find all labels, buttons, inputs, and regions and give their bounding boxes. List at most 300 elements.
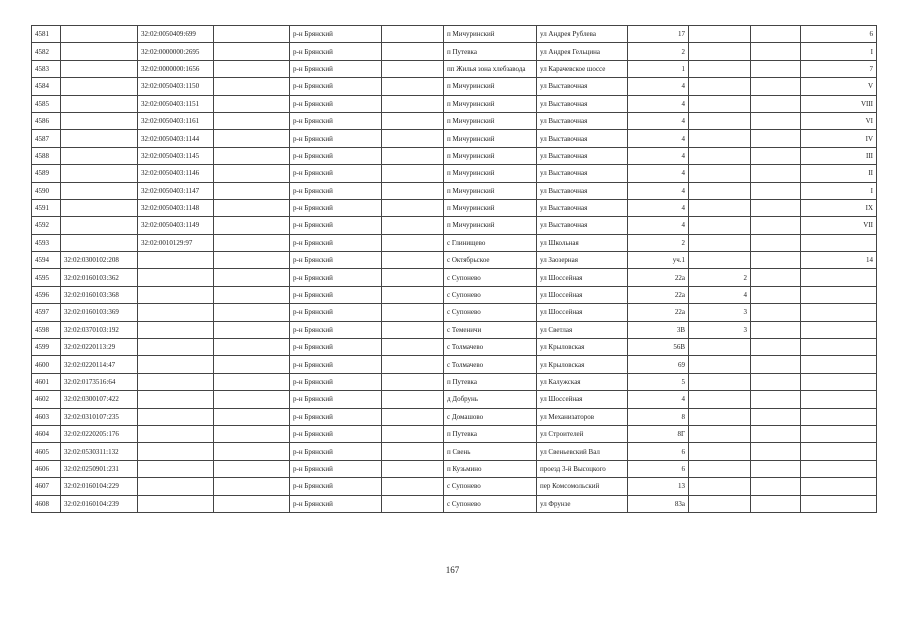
cell-column-4 xyxy=(214,478,290,495)
cell-row-number: 4583 xyxy=(32,60,61,77)
cell-room-number xyxy=(801,391,877,408)
cell-cadastral-number-2: 32:02:0050403:1145 xyxy=(138,147,214,164)
cell-row-number: 4608 xyxy=(32,495,61,512)
cell-house-number: 4 xyxy=(628,95,689,112)
cell-column-6 xyxy=(382,460,444,477)
cell-unit-number xyxy=(689,339,751,356)
cell-column-6 xyxy=(382,443,444,460)
cell-column-6 xyxy=(382,147,444,164)
table-row xyxy=(32,356,877,373)
cell-street: ул Выставочная xyxy=(537,182,628,199)
cell-column-11 xyxy=(751,478,801,495)
cell-room-number xyxy=(801,408,877,425)
cell-house-number: 4 xyxy=(628,182,689,199)
cell-column-11 xyxy=(751,269,801,286)
cell-column-4 xyxy=(214,165,290,182)
cell-unit-number xyxy=(689,112,751,129)
table-row xyxy=(32,373,877,390)
cell-street: ул Выставочная xyxy=(537,199,628,216)
cell-street: ул Выставочная xyxy=(537,130,628,147)
cell-cadastral-number-1: 32:02:0310107:235 xyxy=(61,408,138,425)
cell-unit-number xyxy=(689,478,751,495)
cell-column-11 xyxy=(751,199,801,216)
cell-cadastral-number-2: 32:02:0050409:699 xyxy=(138,26,214,43)
cell-district: р-н Брянский xyxy=(290,443,382,460)
cell-row-number: 4589 xyxy=(32,165,61,182)
cell-cadastral-number-2: 32:02:0050403:1148 xyxy=(138,199,214,216)
cell-cadastral-number-1: 32:02:0173516:64 xyxy=(61,373,138,390)
cell-row-number: 4603 xyxy=(32,408,61,425)
cell-locality: с Супонево xyxy=(444,269,537,286)
cell-cadastral-number-2: 32:02:0050403:1144 xyxy=(138,130,214,147)
cell-column-11 xyxy=(751,165,801,182)
cell-unit-number xyxy=(689,60,751,77)
cell-cadastral-number-2 xyxy=(138,304,214,321)
cell-house-number: уч.1 xyxy=(628,252,689,269)
cell-house-number: 1 xyxy=(628,60,689,77)
cell-unit-number xyxy=(689,78,751,95)
cell-cadastral-number-2 xyxy=(138,373,214,390)
cell-row-number: 4581 xyxy=(32,26,61,43)
cell-locality: с Теменичи xyxy=(444,321,537,338)
cell-column-6 xyxy=(382,43,444,60)
cell-cadastral-number-1 xyxy=(61,217,138,234)
cell-column-6 xyxy=(382,78,444,95)
cell-district: р-н Брянский xyxy=(290,304,382,321)
cell-locality: с Супонево xyxy=(444,478,537,495)
cell-unit-number: 4 xyxy=(689,286,751,303)
cell-column-6 xyxy=(382,165,444,182)
cell-locality: п Мичуринский xyxy=(444,199,537,216)
cell-column-11 xyxy=(751,286,801,303)
cell-row-number: 4599 xyxy=(32,339,61,356)
cell-column-4 xyxy=(214,78,290,95)
cell-row-number: 4594 xyxy=(32,252,61,269)
cell-district: р-н Брянский xyxy=(290,130,382,147)
cell-cadastral-number-1: 32:02:0160103:369 xyxy=(61,304,138,321)
cell-locality: с Октябрьское xyxy=(444,252,537,269)
cell-district: р-н Брянский xyxy=(290,95,382,112)
cell-cadastral-number-1: 32:02:0300102:208 xyxy=(61,252,138,269)
cell-column-6 xyxy=(382,286,444,303)
cell-room-number xyxy=(801,234,877,251)
cell-unit-number xyxy=(689,234,751,251)
cell-street: ул Шоссейная xyxy=(537,391,628,408)
cell-row-number: 4595 xyxy=(32,269,61,286)
cell-column-6 xyxy=(382,182,444,199)
cell-row-number: 4592 xyxy=(32,217,61,234)
cell-street: ул Выставочная xyxy=(537,165,628,182)
cell-column-4 xyxy=(214,286,290,303)
cell-column-11 xyxy=(751,234,801,251)
cell-house-number: 6 xyxy=(628,460,689,477)
cell-column-11 xyxy=(751,339,801,356)
cell-row-number: 4591 xyxy=(32,199,61,216)
cell-row-number: 4604 xyxy=(32,425,61,442)
cell-room-number xyxy=(801,443,877,460)
cell-cadastral-number-2 xyxy=(138,269,214,286)
cell-row-number: 4588 xyxy=(32,147,61,164)
cell-street: ул Крыловская xyxy=(537,356,628,373)
cell-column-11 xyxy=(751,112,801,129)
cell-district: р-н Брянский xyxy=(290,356,382,373)
table-row xyxy=(32,252,877,269)
cell-street: пер Комсомольский xyxy=(537,478,628,495)
cell-column-11 xyxy=(751,95,801,112)
cell-street: ул Шоссейная xyxy=(537,304,628,321)
cell-room-number: IX xyxy=(801,199,877,216)
cell-district: р-н Брянский xyxy=(290,165,382,182)
cell-column-4 xyxy=(214,234,290,251)
cell-locality: п Мичуринский xyxy=(444,112,537,129)
cell-unit-number xyxy=(689,373,751,390)
cell-cadastral-number-2: 32:02:0050403:1151 xyxy=(138,95,214,112)
cell-cadastral-number-2: 32:02:0050403:1149 xyxy=(138,217,214,234)
cell-locality: п Мичуринский xyxy=(444,147,537,164)
cell-district: р-н Брянский xyxy=(290,78,382,95)
cell-district: р-н Брянский xyxy=(290,234,382,251)
cell-street: ул Заозерная xyxy=(537,252,628,269)
table-row xyxy=(32,234,877,251)
cell-column-6 xyxy=(382,269,444,286)
table-row xyxy=(32,60,877,77)
cell-column-4 xyxy=(214,252,290,269)
table-row xyxy=(32,217,877,234)
cell-locality: п Путевка xyxy=(444,425,537,442)
cell-street: ул Выставочная xyxy=(537,78,628,95)
cell-column-4 xyxy=(214,43,290,60)
cell-locality: с Супонево xyxy=(444,495,537,512)
cell-row-number: 4582 xyxy=(32,43,61,60)
cell-unit-number xyxy=(689,199,751,216)
cell-column-11 xyxy=(751,356,801,373)
cell-column-4 xyxy=(214,356,290,373)
cell-column-6 xyxy=(382,234,444,251)
cell-column-6 xyxy=(382,130,444,147)
cell-district: р-н Брянский xyxy=(290,60,382,77)
cell-cadastral-number-1 xyxy=(61,199,138,216)
cell-column-4 xyxy=(214,373,290,390)
cell-district: р-н Брянский xyxy=(290,112,382,129)
table-row xyxy=(32,43,877,60)
table-row xyxy=(32,408,877,425)
cell-district: р-н Брянский xyxy=(290,425,382,442)
cell-locality: п Мичуринский xyxy=(444,95,537,112)
cell-column-11 xyxy=(751,60,801,77)
cell-room-number: II xyxy=(801,165,877,182)
cell-column-6 xyxy=(382,304,444,321)
cell-column-4 xyxy=(214,321,290,338)
cell-room-number xyxy=(801,425,877,442)
cell-column-11 xyxy=(751,321,801,338)
cell-cadastral-number-1: 32:02:0160103:362 xyxy=(61,269,138,286)
cell-locality: п Мичуринский xyxy=(444,182,537,199)
cell-column-4 xyxy=(214,95,290,112)
cell-cadastral-number-2: 32:02:0050403:1161 xyxy=(138,112,214,129)
cell-column-6 xyxy=(382,339,444,356)
cell-unit-number xyxy=(689,26,751,43)
cell-column-4 xyxy=(214,112,290,129)
cell-locality: с Толмачево xyxy=(444,339,537,356)
cell-house-number: 4 xyxy=(628,130,689,147)
table-row xyxy=(32,286,877,303)
cell-locality: п Путевка xyxy=(444,43,537,60)
cell-column-11 xyxy=(751,460,801,477)
cell-column-11 xyxy=(751,147,801,164)
cell-locality: с Домашово xyxy=(444,408,537,425)
cell-district: р-н Брянский xyxy=(290,199,382,216)
cell-locality: с Супонево xyxy=(444,286,537,303)
cell-cadastral-number-1: 32:02:0220205:176 xyxy=(61,425,138,442)
cell-room-number xyxy=(801,321,877,338)
cell-row-number: 4607 xyxy=(32,478,61,495)
property-register-table xyxy=(31,25,877,513)
cell-house-number: 8 xyxy=(628,408,689,425)
cell-column-4 xyxy=(214,408,290,425)
cell-street: ул Фрунзе xyxy=(537,495,628,512)
cell-column-4 xyxy=(214,269,290,286)
table-row xyxy=(32,78,877,95)
table-row xyxy=(32,112,877,129)
cell-row-number: 4598 xyxy=(32,321,61,338)
cell-column-4 xyxy=(214,425,290,442)
cell-district: р-н Брянский xyxy=(290,217,382,234)
cell-room-number xyxy=(801,495,877,512)
cell-cadastral-number-2: 32:02:0000000:1656 xyxy=(138,60,214,77)
cell-column-4 xyxy=(214,26,290,43)
cell-cadastral-number-2 xyxy=(138,321,214,338)
cell-cadastral-number-1 xyxy=(61,130,138,147)
cell-locality: п Мичуринский xyxy=(444,26,537,43)
register-rows xyxy=(32,26,877,513)
table-row xyxy=(32,147,877,164)
cell-district: р-н Брянский xyxy=(290,391,382,408)
cell-house-number: 5 xyxy=(628,373,689,390)
cell-cadastral-number-2: 32:02:0050403:1146 xyxy=(138,165,214,182)
cell-column-4 xyxy=(214,147,290,164)
cell-column-4 xyxy=(214,130,290,147)
cell-street: ул Выставочная xyxy=(537,112,628,129)
cell-locality: д Добрунь xyxy=(444,391,537,408)
cell-row-number: 4606 xyxy=(32,460,61,477)
cell-street: ул Свеньевский Вал xyxy=(537,443,628,460)
cell-locality: п Свень xyxy=(444,443,537,460)
cell-column-4 xyxy=(214,217,290,234)
cell-cadastral-number-1: 32:02:0250901:231 xyxy=(61,460,138,477)
cell-column-11 xyxy=(751,408,801,425)
cell-cadastral-number-1 xyxy=(61,112,138,129)
cell-district: р-н Брянский xyxy=(290,495,382,512)
table-row xyxy=(32,478,877,495)
cell-district: р-н Брянский xyxy=(290,147,382,164)
cell-room-number xyxy=(801,286,877,303)
cell-cadastral-number-1: 32:02:0370103:192 xyxy=(61,321,138,338)
cell-room-number: V xyxy=(801,78,877,95)
cell-room-number: 6 xyxy=(801,26,877,43)
cell-row-number: 4597 xyxy=(32,304,61,321)
cell-district: р-н Брянский xyxy=(290,269,382,286)
cell-column-11 xyxy=(751,252,801,269)
cell-cadastral-number-2: 32:02:0010129:97 xyxy=(138,234,214,251)
cell-street: ул Светлая xyxy=(537,321,628,338)
cell-house-number: 83а xyxy=(628,495,689,512)
cell-cadastral-number-2: 32:02:0050403:1150 xyxy=(138,78,214,95)
cell-street: ул Крыловская xyxy=(537,339,628,356)
cell-cadastral-number-2 xyxy=(138,339,214,356)
cell-locality: п Мичуринский xyxy=(444,78,537,95)
cell-column-4 xyxy=(214,495,290,512)
cell-district: р-н Брянский xyxy=(290,478,382,495)
cell-house-number: 22а xyxy=(628,269,689,286)
cell-district: р-н Брянский xyxy=(290,43,382,60)
cell-cadastral-number-1 xyxy=(61,95,138,112)
table-row xyxy=(32,199,877,216)
cell-unit-number xyxy=(689,95,751,112)
cell-column-6 xyxy=(382,60,444,77)
cell-locality: с Толмачево xyxy=(444,356,537,373)
cell-room-number xyxy=(801,304,877,321)
cell-column-4 xyxy=(214,199,290,216)
cell-unit-number xyxy=(689,165,751,182)
cell-house-number: 4 xyxy=(628,199,689,216)
cell-room-number xyxy=(801,339,877,356)
cell-unit-number xyxy=(689,43,751,60)
cell-column-6 xyxy=(382,112,444,129)
cell-column-11 xyxy=(751,26,801,43)
cell-locality: п Кузьмино xyxy=(444,460,537,477)
cell-room-number: VII xyxy=(801,217,877,234)
page-number: 167 xyxy=(445,565,460,575)
cell-column-6 xyxy=(382,217,444,234)
cell-cadastral-number-1 xyxy=(61,147,138,164)
cell-district: р-н Брянский xyxy=(290,252,382,269)
cell-room-number: 14 xyxy=(801,252,877,269)
cell-row-number: 4600 xyxy=(32,356,61,373)
cell-cadastral-number-2 xyxy=(138,495,214,512)
cell-room-number xyxy=(801,460,877,477)
cell-house-number: 4 xyxy=(628,165,689,182)
cell-row-number: 4590 xyxy=(32,182,61,199)
cell-column-11 xyxy=(751,43,801,60)
cell-cadastral-number-2 xyxy=(138,356,214,373)
cell-cadastral-number-1: 32:02:0160103:368 xyxy=(61,286,138,303)
cell-street: ул Выставочная xyxy=(537,217,628,234)
cell-column-6 xyxy=(382,478,444,495)
cell-cadastral-number-1: 32:02:0220113:29 xyxy=(61,339,138,356)
cell-room-number xyxy=(801,356,877,373)
cell-house-number: 4 xyxy=(628,78,689,95)
cell-column-4 xyxy=(214,304,290,321)
cell-district: р-н Брянский xyxy=(290,373,382,390)
table-row xyxy=(32,391,877,408)
cell-district: р-н Брянский xyxy=(290,321,382,338)
cell-district: р-н Брянский xyxy=(290,286,382,303)
cell-column-6 xyxy=(382,408,444,425)
cell-row-number: 4593 xyxy=(32,234,61,251)
table-row xyxy=(32,321,877,338)
cell-house-number: 2 xyxy=(628,234,689,251)
cell-cadastral-number-1 xyxy=(61,78,138,95)
cell-locality: п Мичуринский xyxy=(444,165,537,182)
cell-row-number: 4584 xyxy=(32,78,61,95)
cell-cadastral-number-1 xyxy=(61,60,138,77)
cell-row-number: 4586 xyxy=(32,112,61,129)
cell-column-4 xyxy=(214,443,290,460)
cell-district: р-н Брянский xyxy=(290,408,382,425)
cell-column-4 xyxy=(214,182,290,199)
cell-street: ул Калужская xyxy=(537,373,628,390)
cell-locality: п Путевка xyxy=(444,373,537,390)
cell-column-11 xyxy=(751,391,801,408)
cell-street: ул Шоссейная xyxy=(537,269,628,286)
cell-cadastral-number-1: 32:02:0220114:47 xyxy=(61,356,138,373)
cell-unit-number xyxy=(689,130,751,147)
cell-room-number: I xyxy=(801,43,877,60)
cell-cadastral-number-1 xyxy=(61,234,138,251)
cell-locality: с Супонево xyxy=(444,304,537,321)
table-row xyxy=(32,26,877,43)
cell-locality: с Глинищево xyxy=(444,234,537,251)
cell-column-11 xyxy=(751,217,801,234)
cell-column-11 xyxy=(751,304,801,321)
cell-unit-number xyxy=(689,408,751,425)
cell-unit-number xyxy=(689,495,751,512)
cell-house-number: 4 xyxy=(628,147,689,164)
cell-room-number xyxy=(801,478,877,495)
cell-room-number: VIII xyxy=(801,95,877,112)
cell-house-number: 3В xyxy=(628,321,689,338)
cell-locality: пп Жилья зона хлебзавода xyxy=(444,60,537,77)
cell-column-6 xyxy=(382,321,444,338)
cell-unit-number: 2 xyxy=(689,269,751,286)
cell-cadastral-number-1 xyxy=(61,26,138,43)
cell-room-number: I xyxy=(801,182,877,199)
cell-house-number: 2 xyxy=(628,43,689,60)
table-row xyxy=(32,495,877,512)
cell-unit-number xyxy=(689,356,751,373)
cell-cadastral-number-1: 32:02:0530311:132 xyxy=(61,443,138,460)
cell-row-number: 4587 xyxy=(32,130,61,147)
cell-unit-number xyxy=(689,252,751,269)
cell-row-number: 4601 xyxy=(32,373,61,390)
table-row xyxy=(32,425,877,442)
cell-unit-number: 3 xyxy=(689,304,751,321)
cell-street: ул Шоссейная xyxy=(537,286,628,303)
cell-unit-number xyxy=(689,147,751,164)
cell-cadastral-number-2 xyxy=(138,391,214,408)
cell-column-4 xyxy=(214,339,290,356)
cell-house-number: 6 xyxy=(628,443,689,460)
table-row xyxy=(32,165,877,182)
table-row xyxy=(32,182,877,199)
cell-district: р-н Брянский xyxy=(290,339,382,356)
cell-column-11 xyxy=(751,130,801,147)
cell-cadastral-number-2 xyxy=(138,252,214,269)
cell-cadastral-number-1 xyxy=(61,165,138,182)
cell-locality: п Мичуринский xyxy=(444,217,537,234)
cell-cadastral-number-2 xyxy=(138,286,214,303)
cell-unit-number xyxy=(689,425,751,442)
cell-room-number: III xyxy=(801,147,877,164)
cell-street: ул Школьная xyxy=(537,234,628,251)
cell-street: проезд 3-й Высоцкого xyxy=(537,460,628,477)
cell-cadastral-number-2 xyxy=(138,478,214,495)
cell-unit-number xyxy=(689,182,751,199)
cell-cadastral-number-2 xyxy=(138,460,214,477)
cell-district: р-н Брянский xyxy=(290,460,382,477)
cell-column-4 xyxy=(214,460,290,477)
cell-column-6 xyxy=(382,199,444,216)
